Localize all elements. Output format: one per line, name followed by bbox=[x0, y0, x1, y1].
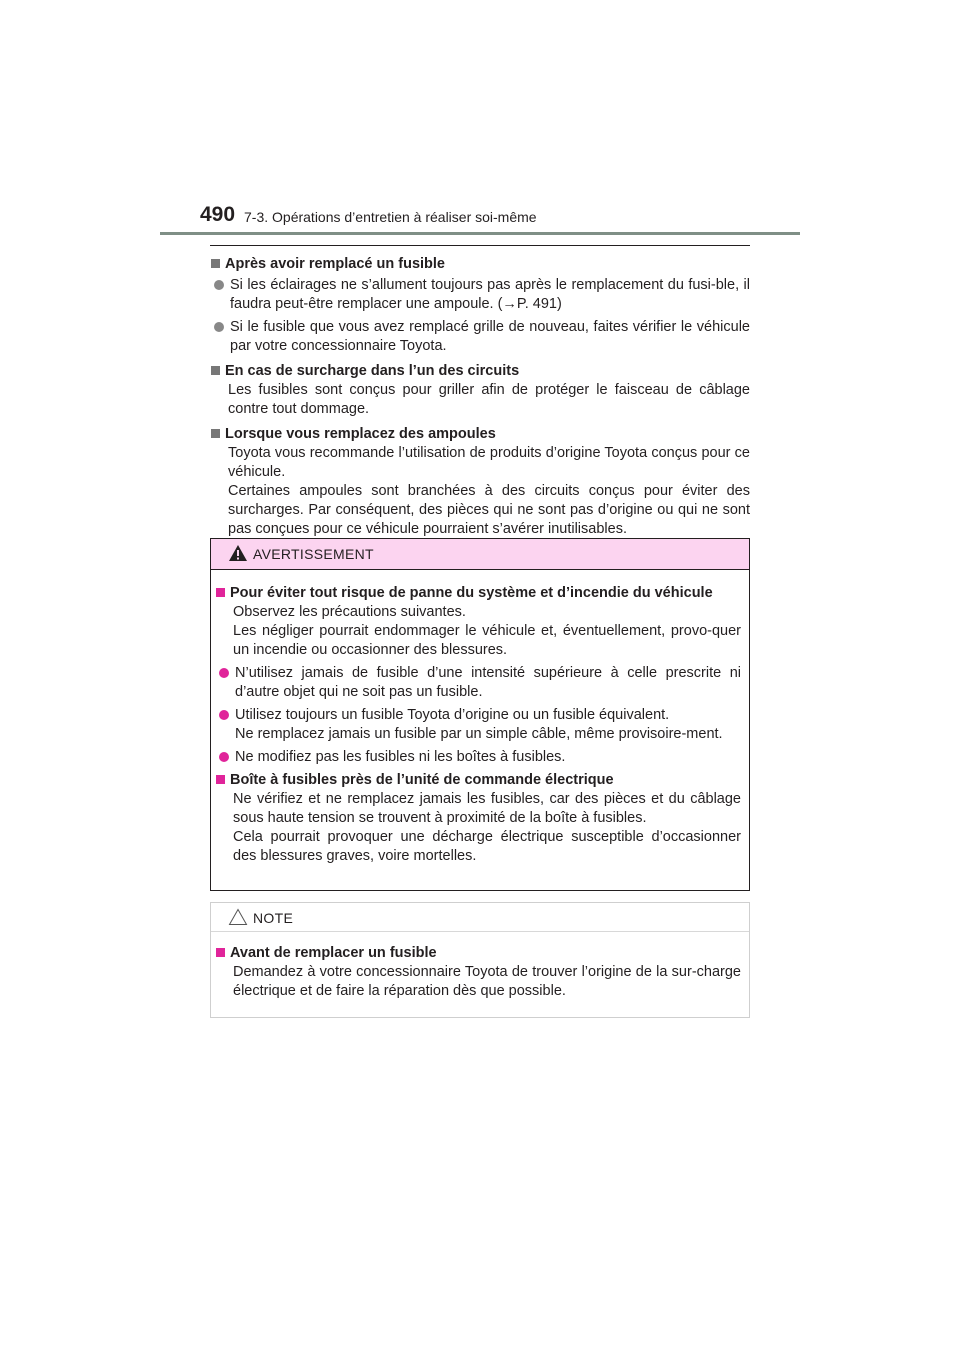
warning-text: Ne vérifiez et ne remplacez jamais les fusibles, car des pièces et du câblage sous haute tension se trouvent à proximité de la boîte à fusibles. bbox=[233, 791, 741, 826]
section-text: Toyota vous recommande l’utilisation de produits d’origine Toyota conçus pour ce véhicule. bbox=[228, 445, 750, 480]
section-bulbs bbox=[210, 425, 750, 539]
section-title: Lorsque vous remplacez des ampoules bbox=[225, 426, 496, 442]
header-rule bbox=[160, 232, 800, 235]
list-item: Utilisez toujours un fusible Toyota d’origine ou un fusible équivalent. Ne remplacez jamais un fusible par un simple câble, même provisoire-ment. bbox=[215, 706, 741, 744]
section-text: Certaines ampoules sont branchées à des circuits conçus pour éviter des surcharges. Par conséquent, des pièces qui ne sont pas d’origine ou qui ne sont pas conçues pour ce véhicule pourraient s’avérer inutilisables. bbox=[228, 483, 750, 537]
square-bullet-icon bbox=[216, 588, 225, 597]
section-title: Après avoir remplacé un fusible bbox=[225, 256, 445, 272]
warning-box bbox=[210, 538, 750, 891]
section-title: En cas de surcharge dans l’un des circuits bbox=[225, 363, 520, 379]
round-bullet-icon bbox=[214, 322, 224, 332]
page-number: 490 bbox=[200, 203, 236, 226]
note-label: NOTE bbox=[253, 910, 294, 926]
warning-triangle-icon bbox=[228, 544, 248, 562]
warning-section-title: Pour éviter tout risque de panne du système et d’incendie du véhicule bbox=[230, 585, 713, 601]
square-bullet-icon bbox=[216, 948, 225, 957]
note-text: Demandez à votre concessionnaire Toyota de trouver l’origine de la sur-charge électrique et de faire la réparation dès que possible. bbox=[233, 964, 741, 999]
section-after-replace bbox=[210, 255, 750, 356]
warning-text: Observez les précautions suivantes. bbox=[233, 604, 466, 620]
warning-section-title: Boîte à fusibles près de l’unité de commande électrique bbox=[230, 772, 614, 788]
round-bullet-icon bbox=[219, 710, 229, 720]
section-text: Les fusibles sont conçus pour griller afin de protéger le faisceau de câblage contre tout dommage. bbox=[228, 382, 750, 417]
list-item: N’utilisez jamais de fusible d’une intensité supérieure à celle prescrite ni d’autre objet qui ne soit pas un fusible. bbox=[215, 664, 741, 702]
round-bullet-icon bbox=[214, 280, 224, 290]
warning-label: AVERTISSEMENT bbox=[253, 546, 374, 562]
note-header bbox=[211, 903, 749, 932]
square-bullet-icon bbox=[211, 366, 220, 375]
warning-text: Cela pourrait provoquer une décharge électrique susceptible d’occasionner des blessures graves, voire mortelles. bbox=[233, 829, 741, 864]
round-bullet-icon bbox=[219, 668, 229, 678]
warning-text: Les négliger pourrait endommager le véhicule et, éventuellement, provo-quer un incendie ou occasionner des blessures. bbox=[233, 623, 741, 658]
note-box bbox=[210, 902, 750, 1018]
list-item: Ne modifiez pas les fusibles ni les boîtes à fusibles. bbox=[215, 748, 741, 767]
section-overload bbox=[210, 362, 750, 419]
caution-triangle-outline-icon bbox=[228, 908, 248, 926]
main-content bbox=[210, 255, 750, 545]
warning-body bbox=[211, 570, 749, 866]
round-bullet-icon bbox=[219, 752, 229, 762]
list-item: Si le fusible que vous avez remplacé grille de nouveau, faites vérifier le véhicule par votre concessionnaire Toyota. bbox=[210, 318, 750, 356]
top-divider bbox=[210, 245, 750, 246]
note-body bbox=[211, 932, 749, 1001]
square-bullet-icon bbox=[211, 429, 220, 438]
chapter-title: 7-3. Opérations d’entretien à réaliser soi-même bbox=[244, 209, 537, 225]
list-item: Si les éclairages ne s’allument toujours pas après le remplacement du fusi-ble, il faudra peut-être remplacer une ampoule. (→P. 491) bbox=[210, 276, 750, 314]
square-bullet-icon bbox=[216, 775, 225, 784]
warning-header bbox=[211, 539, 749, 570]
note-title: Avant de remplacer un fusible bbox=[230, 945, 437, 961]
square-bullet-icon bbox=[211, 259, 220, 268]
